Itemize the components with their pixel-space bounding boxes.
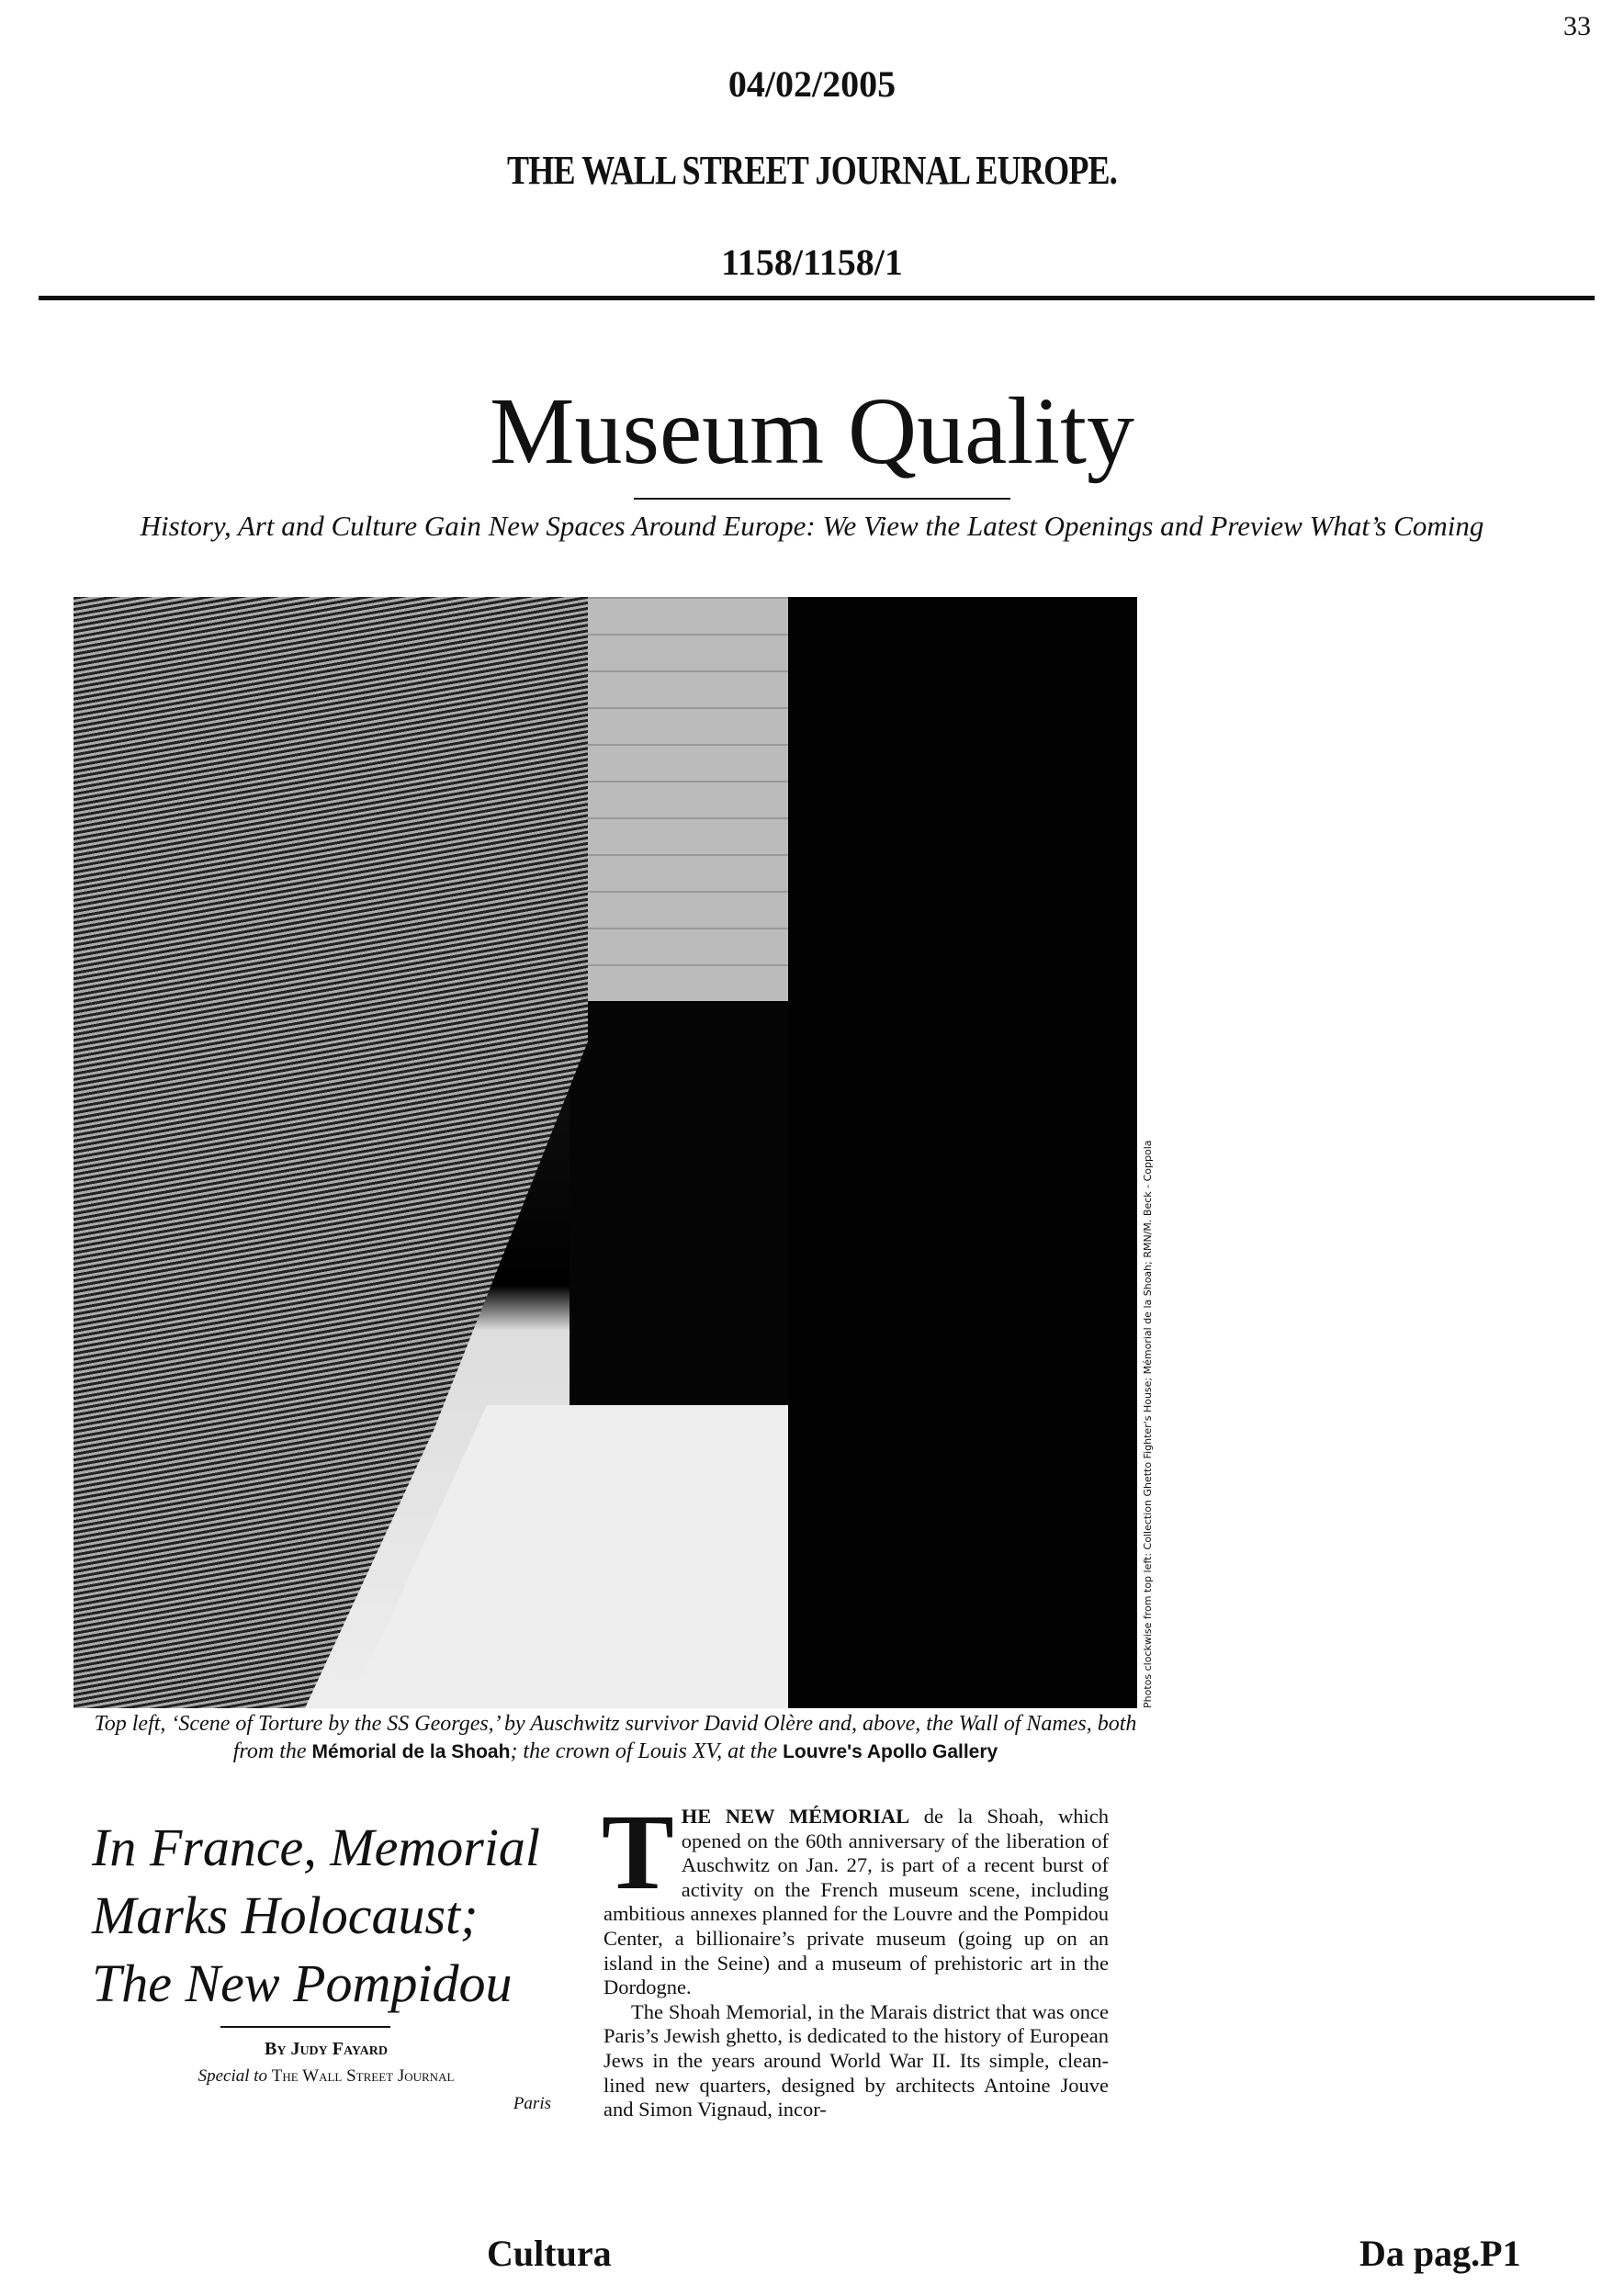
header-rule (39, 296, 1595, 300)
continued-from: Da pag.P1 (1359, 2233, 1521, 2274)
clipping-code: 1158/1158/1 (721, 242, 903, 283)
paragraph-text: de la Shoah, which opened on the 60th anniversary of the liberation of Auschwitz on Jan. 27, is part of a recent burst of activity on the French museum scene, including ambitious annexes planned for the Louvre and the Pompidou Center, a billionaire’s private museum (going up on an island in the Seine) and a museum of prehistoric art in the Dordogne. (603, 1805, 1109, 1999)
photo-right-wall (788, 597, 1137, 1708)
clipping-date: 04/02/2005 (727, 63, 897, 105)
page-subtitle: History, Art and Culture Gain New Spaces Around Europe: We View the Latest Openings and Preview What’s Coming (140, 510, 1484, 542)
paragraph: The Shoah Memorial, in the Marais district that was once Paris’s Jewish ghetto, is dedicated to the history of European Jews in the years around World War II. Its simple, clean-lined new quarters, designed by architects Antoine Jouve and Simon Vignaud, incor- (603, 1999, 1109, 2122)
caption-bold: Mémorial de la Shoah (311, 1741, 511, 1762)
lead-in: HE NEW MÉMORIAL (681, 1805, 910, 1828)
article-headline-line: The New Pompidou (92, 1953, 513, 2013)
photo-caption (73, 1710, 1157, 1766)
article-headline-line: In France, Memorial (92, 1818, 541, 1877)
special-publication: The Wall Street Journal (271, 2066, 455, 2086)
photo-credit: Photos clockwise from top left: Collection Ghetto Fighter's House; Mémorial de la Shoah; RMN/M. Beck - Coppola (1142, 1140, 1154, 1708)
caption-text: ; the crown of Louis XV, at the (510, 1739, 784, 1763)
wall-of-names-photo (73, 597, 1137, 1708)
article-body (602, 1792, 1109, 2122)
byline-rule (220, 2026, 390, 2028)
caption-text: Top left, ‘Scene of Torture by the SS Georges,’ by Auschwitz survivor David Olère and, above, the Wall of Names, both from the (94, 1712, 1137, 1763)
headline-rule (634, 498, 1010, 500)
article-headline-line: Marks Holocaust; (92, 1885, 479, 1945)
section-label: Cultura (487, 2233, 612, 2274)
article-headline (92, 1814, 588, 2018)
special-prefix: Special to (197, 2066, 268, 2086)
special-to (92, 2066, 560, 2087)
dateline: Paris (513, 2094, 551, 2113)
publication-name: THE WALL STREET JOURNAL EUROPE. (507, 148, 1117, 193)
paragraph (602, 1792, 1109, 2000)
caption-bold: Louvre's Apollo Gallery (783, 1741, 998, 1762)
byline: By Judy Fayard (265, 2039, 388, 2059)
page-headline: Museum Quality (490, 378, 1134, 484)
page-number: 33 (1563, 11, 1591, 41)
drop-cap: T (602, 1792, 674, 1912)
